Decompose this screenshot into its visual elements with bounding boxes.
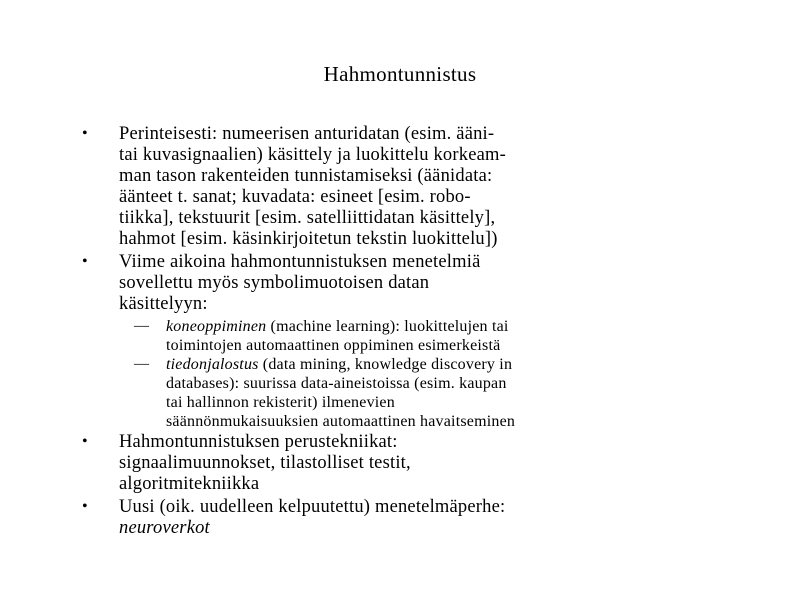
bullet-icon: • (82, 253, 88, 270)
bullet-icon: • (82, 498, 88, 515)
text-line: toimintojen automaattinen oppiminen esimerkeistä (166, 337, 501, 354)
text-line: Viime aikoina hahmontunnistuksen menetelmiä (119, 252, 481, 272)
text-line: Perinteisesti: numeerisen anturidatan (esim. ääni- (119, 124, 495, 144)
text-line: tai kuvasignaalien) käsittely ja luokittelu korkeam- (119, 145, 506, 165)
text-line: hahmot [esim. käsinkirjoitetun tekstin luokittelu]) (119, 229, 498, 249)
text-line: Hahmontunnistuksen perustekniikat: (119, 432, 398, 452)
text-line: säännönmukaisuuksien automaattinen havaitseminen (166, 413, 516, 430)
term: koneoppiminen (166, 318, 267, 335)
text-line: Uusi (oik. uudelleen kelpuutettu) menetelmäperhe: (119, 497, 506, 517)
text-line: tiikka], tekstuurit [esim. satelliittidatan käsittely], (119, 208, 496, 228)
term: neuroverkot (119, 518, 210, 538)
text-line: tai hallinnon rekisterit) ilmenevien (166, 394, 395, 411)
dash-icon: — (134, 356, 149, 372)
text-line: databases): suurissa data-aineistoissa (esim. kaupan (166, 375, 507, 392)
page-title: Hahmontunnistus (323, 62, 477, 86)
text-line (119, 518, 210, 539)
text-span: (data mining, knowledge discovery in (258, 356, 513, 373)
bullet-icon: • (82, 125, 88, 142)
bullet-icon: • (82, 433, 88, 450)
text-line: käsittelyyn: (119, 294, 208, 314)
text-line (166, 355, 512, 374)
text-line: signaalimuunnokset, tilastolliset testit, (119, 453, 411, 473)
text-span: (machine learning): luokittelujen tai (266, 318, 509, 335)
text-line (166, 317, 509, 336)
text-line: äänteet t. sanat; kuvadata: esineet [esim. robo- (119, 187, 471, 207)
text-line: sovellettu myös symbolimuotoisen datan (119, 273, 430, 293)
term: tiedonjalostus (166, 356, 259, 373)
dash-icon: — (134, 318, 149, 334)
text-line: man tason rakenteiden tunnistamiseksi (äänidata: (119, 166, 493, 186)
text-line: algoritmitekniikka (119, 474, 260, 494)
